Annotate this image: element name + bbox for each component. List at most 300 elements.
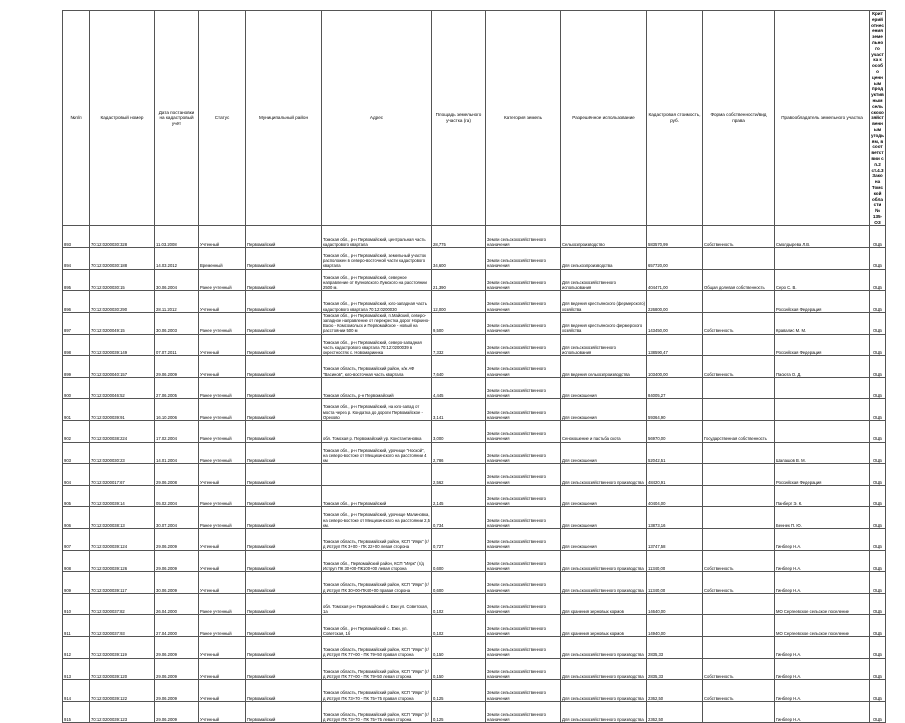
col-address-cell: Томская обл., р-н Первомайский, п.Майский, северо-западное направление от перекрестка дорог Норкино-Васю - Комсомольск и Первомайское - новый на расстоянии 500 м	[323, 312, 430, 334]
col-criterion-cell: ОЦБ	[870, 507, 886, 529]
col-land-category-cell: Земли сельскохозяйственного назначения	[486, 615, 561, 637]
col-district-cell: Первомайский	[246, 636, 322, 658]
col-area-cell: 0,150	[432, 636, 486, 658]
col-owner-cell: МО Сергеевское сельское поселение	[775, 615, 870, 637]
col-cadastral-number-cell: 70:12:0200030:290	[90, 291, 155, 313]
col-cadastral-value-cell: 138590,47	[647, 334, 703, 356]
table-row	[63, 226, 886, 248]
col-ownership-form-cell: Собственность	[703, 356, 775, 378]
table-row	[63, 291, 886, 313]
col-owner-cell: Панберг Э. К.	[775, 485, 870, 507]
col-district-cell: Первомайский	[246, 312, 322, 334]
col-land-category-cell: Земли сельскохозяйственного назначения	[486, 680, 561, 702]
col-land-category-cell: Земли сельскохозяйственного назначения	[486, 572, 561, 594]
table-row	[63, 485, 886, 507]
table-row	[63, 269, 886, 291]
col-land-category-cell: Земли сельскохозяйственного назначения	[486, 399, 561, 421]
col-cadastral-value-cell: 14940,00	[647, 615, 703, 637]
col-status-cell: Ранее учтенный	[199, 507, 246, 529]
col-land-category-cell: Земли сельскохозяйственного назначения	[486, 291, 561, 313]
header-col-address: Адрес	[322, 11, 432, 226]
col-area-cell: 9,500	[432, 312, 486, 334]
col-land-category-cell: Земли сельскохозяйственного назначения	[486, 529, 561, 551]
col-cadastral-number-cell: 70:12:0200030:188	[90, 248, 155, 270]
col-owner-cell: Российская Федерация	[775, 291, 870, 313]
col-ownership-form-cell: Собственность	[703, 658, 775, 680]
col-district-cell: Первомайский	[246, 550, 322, 572]
col-registration-date-cell: 29.06.2009	[155, 658, 199, 680]
col-cadastral-value-cell: 52042,51	[647, 442, 703, 464]
col-land-category-cell: Земли сельскохозяйственного назначения	[486, 377, 561, 399]
col-district-cell: Первомайский	[246, 226, 322, 248]
col-cadastral-value-cell: 11340,00	[647, 572, 703, 594]
header-col-status: Статус	[199, 11, 246, 226]
col-land-category-cell: Земли сельскохозяйственного назначения	[486, 269, 561, 291]
col-address-cell: Томская обл., р-н Первомайский, урочище "Ноской", на северо-востоке от Мещихинского на расстоянии 4 км	[322, 442, 432, 464]
col-permitted-use-cell: Для сенокошения	[561, 399, 647, 421]
col-status-cell: Ранее учтенный	[199, 377, 246, 399]
col-number-cell: 897	[63, 312, 90, 334]
col-owner-cell: Смолдырева Л.В.	[775, 226, 870, 248]
col-registration-date-cell: 14.01.2004	[155, 442, 199, 464]
col-criterion-cell: ОЦБ	[870, 464, 886, 486]
col-number-cell: 896	[63, 291, 90, 313]
col-cadastral-number-cell: 70:12:0200049:15	[90, 312, 155, 334]
col-owner-cell: Гинблер Н.А.	[775, 658, 870, 680]
col-ownership-form-cell	[703, 529, 775, 551]
col-status-cell: Ранее учтенный	[199, 421, 246, 443]
col-ownership-form-cell	[703, 464, 775, 486]
header-col-area: Площадь земельного участка (га)	[432, 11, 486, 226]
col-registration-date-cell: 29.06.2009	[155, 529, 199, 551]
col-cadastral-value-cell: 103400,00	[647, 356, 703, 378]
table-header-row	[63, 11, 886, 226]
col-criterion-cell: ОЦБ	[870, 442, 886, 464]
col-criterion-cell: ОЦБ	[870, 377, 886, 399]
col-district-cell: Первомайский	[246, 529, 322, 551]
table-row	[63, 572, 886, 594]
col-ownership-form-cell: Собственность	[703, 312, 775, 334]
col-area-cell: 2,786	[432, 442, 486, 464]
col-area-cell: 0,102	[432, 593, 486, 615]
col-area-cell: 0,125	[432, 701, 486, 723]
col-ownership-form-cell	[703, 442, 775, 464]
col-ownership-form-cell	[703, 334, 775, 356]
col-number-cell: 907	[63, 529, 90, 551]
col-address-cell: Томская обл., р-н Первомайский, северо-западная часть кадастрового квартала 70:12:0200039 в окрестностях с. Новомариинка	[322, 334, 432, 356]
col-cadastral-number-cell: 70:12:0200039:149	[90, 334, 155, 356]
col-land-category-cell: Земли сельскохозяйственного назначения	[486, 636, 561, 658]
table-row	[63, 312, 886, 334]
col-land-category-cell: Земли сельскохозяйственного назначения	[486, 312, 561, 334]
col-owner-cell: Гинблер Н.А.	[775, 701, 870, 723]
col-criterion-cell: ОЦБ	[870, 529, 886, 551]
col-land-category-cell: Земли сельскохозяйственного назначения	[486, 507, 561, 529]
col-criterion-cell: ОЦБ	[870, 572, 886, 594]
col-status-cell: Ранее учтенный	[199, 399, 246, 421]
col-address-cell: обл. Томская р-н Первомайский с. Ежи ул. Советская, 1а	[322, 593, 432, 615]
col-area-cell: 21,390	[432, 269, 486, 291]
col-number-cell: 895	[63, 269, 90, 291]
col-land-category-cell: Земли сельскохозяйственного назначения	[486, 550, 561, 572]
col-district-cell: Первомайский	[246, 572, 322, 594]
col-cadastral-value-cell: 2362,50	[647, 680, 703, 702]
col-district-cell: Первомайский	[246, 269, 322, 291]
col-ownership-form-cell: Собственность	[703, 680, 775, 702]
col-address-cell: Томская обл., р-н Первомайский, урочище Малиновка, на северо-востоке от Мещихинского на расстоянии 2,5 км.	[322, 507, 432, 529]
col-registration-date-cell: 07.07.2011	[155, 334, 199, 356]
col-district-cell: Первомайский	[246, 399, 322, 421]
col-owner-cell: Гинблер Н.А.	[775, 550, 870, 572]
header-col-district: Муниципальный район	[246, 11, 322, 226]
col-number-cell: 909	[63, 572, 90, 594]
col-permitted-use-cell: Для сенокошения	[561, 442, 647, 464]
col-area-cell: 0,125	[432, 680, 486, 702]
table-body	[63, 226, 886, 723]
col-owner-cell: Кравалис М. М.	[775, 312, 870, 334]
table-row	[63, 615, 886, 637]
col-ownership-form-cell	[703, 377, 775, 399]
col-land-category-cell: Земли сельскохозяйственного назначения	[486, 248, 561, 270]
col-cadastral-value-cell: 48420,91	[647, 464, 703, 486]
col-owner-cell: Беннек П. Ю.	[775, 507, 870, 529]
col-area-cell: 7,332	[432, 334, 486, 356]
col-area-cell: 2,145	[432, 485, 486, 507]
col-ownership-form-cell	[703, 615, 775, 637]
col-status-cell: Учтенный	[199, 680, 246, 702]
header-col-owner: Правообладатель земельного участка	[775, 11, 870, 226]
col-area-cell: 0,600	[432, 550, 486, 572]
col-ownership-form-cell	[703, 507, 775, 529]
col-permitted-use-cell: Для сельскохозяйственного производства	[561, 636, 647, 658]
col-permitted-use-cell: Сенокошение и пастьба скота	[561, 421, 647, 443]
table-row	[63, 377, 886, 399]
col-ownership-form-cell	[703, 399, 775, 421]
col-registration-date-cell: 28.11.2012	[155, 291, 199, 313]
col-registration-date-cell: 29.06.2009	[155, 550, 199, 572]
col-status-cell: Учтенный	[199, 291, 246, 313]
col-criterion-cell: ОЦБ	[870, 312, 886, 334]
col-ownership-form-cell: Государственная собственность	[703, 421, 775, 443]
table-row	[63, 464, 886, 486]
col-criterion-cell: ОЦБ	[870, 701, 886, 723]
col-cadastral-number-cell: 70:12:0200039:91	[90, 399, 155, 421]
col-registration-date-cell: 05.02.2004	[155, 485, 199, 507]
col-status-cell: Ранее учтенный	[199, 615, 246, 637]
col-address-cell: Томская обл., р-н Первомайский, земельный участок расположен в северо-восточной части кадастрового квартала	[322, 248, 432, 270]
col-registration-date-cell: 29.06.2008	[155, 464, 199, 486]
col-ownership-form-cell: Собственность	[703, 226, 775, 248]
col-ownership-form-cell	[703, 701, 775, 723]
col-area-cell: 0,734	[432, 507, 486, 529]
table-row	[63, 593, 886, 615]
col-cadastral-number-cell: 70:12:0200037:93	[90, 615, 155, 637]
table-row	[63, 356, 886, 378]
col-district-cell: Первомайский	[246, 356, 322, 378]
col-cadastral-number-cell: 70:12:0200039:120	[90, 658, 155, 680]
col-number-cell: 904	[63, 464, 90, 486]
col-area-cell: 34,600	[432, 248, 486, 270]
col-registration-date-cell: 26.04.2000	[155, 593, 199, 615]
header-col-ownership-form: Форма собственности/вид права	[703, 11, 775, 226]
col-address-cell: Томская область, р-н Первомайский	[322, 377, 432, 399]
col-address-cell: Томская область, Первомайский район, КСП "Иярк" (г/д Иструп ПК 77+00 - ПК 79+50 правая сторона	[322, 636, 432, 658]
col-permitted-use-cell: Для ведения крестьянского (фермерского) хозяйства	[561, 291, 647, 313]
col-ownership-form-cell	[703, 485, 775, 507]
col-ownership-form-cell: Собственность	[703, 550, 775, 572]
header-col-criterion: Критерий отнесения земельного участка к особо ценным продуктивным сельскохозяйственным угодьям, в соответствии с п.2 ст.4.3 Закона Томской области № 135-ОЗ	[871, 11, 884, 225]
col-cadastral-value-cell: 2835,33	[647, 636, 703, 658]
col-registration-date-cell: 17.02.2004	[155, 421, 199, 443]
col-number-cell: 913	[63, 658, 90, 680]
col-owner-cell: Российская Федерация	[775, 334, 870, 356]
col-cadastral-number-cell: 70:12:0200037:82	[90, 593, 155, 615]
col-status-cell: Ранее учтенный	[199, 485, 246, 507]
col-criterion-cell: ОЦБ	[870, 421, 886, 443]
col-number-cell: 903	[63, 442, 90, 464]
col-number-cell: 894	[63, 248, 90, 270]
col-cadastral-value-cell: 404471,00	[647, 269, 703, 291]
table-row	[63, 421, 886, 443]
col-status-cell: Учтенный	[199, 464, 246, 486]
col-number-cell: 911	[63, 615, 90, 637]
col-criterion-cell: ОЦБ	[870, 550, 886, 572]
col-cadastral-value-cell: 56970,00	[647, 421, 703, 443]
col-address-cell: Томская обл., р-н Первомайский, северное направление от Куяновского Лумского на расстоянии 2500 м.	[322, 269, 432, 291]
col-number-cell: 910	[63, 593, 90, 615]
col-cadastral-number-cell: 70:12:0200039:117	[90, 572, 155, 594]
col-owner-cell: МО Сергеевское сельское поселение	[775, 593, 870, 615]
col-area-cell: 0,102	[432, 615, 486, 637]
col-owner-cell	[775, 377, 870, 399]
header-col-cadastral-number: Кадастровый номер	[90, 11, 155, 226]
col-criterion-cell: ОЦБ	[870, 356, 886, 378]
col-cadastral-number-cell: 70:12:0200030:23	[90, 442, 155, 464]
col-land-category-cell: Земли сельскохозяйственного назначения	[486, 464, 561, 486]
col-status-cell: Ранее учтенный	[199, 442, 246, 464]
col-criterion-cell: ОЦБ	[870, 680, 886, 702]
col-number-cell: 912	[63, 636, 90, 658]
header-col-land-category: Категория земель	[486, 11, 561, 226]
header-col-cadastral-value: Кадастровая стоимость, руб.	[647, 11, 703, 226]
col-status-cell: Ранее учтенный	[199, 269, 246, 291]
table-row	[63, 658, 886, 680]
col-address-cell: Томская обл., Первомайский район, КСП "Иярк" (г/д Иструп ПК 30+00-ПК100+00 левая сторона	[322, 550, 432, 572]
table-row	[63, 680, 886, 702]
col-land-category-cell: Земли сельскохозяйственного назначения	[486, 658, 561, 680]
col-cadastral-value-cell: 11340,00	[647, 550, 703, 572]
col-registration-date-cell: 30.06.2003	[155, 312, 199, 334]
header-col-registration-date: Дата постановки на кадастровый учёт	[155, 11, 199, 226]
col-status-cell: Учтенный	[199, 529, 246, 551]
col-status-cell: Учтенный	[199, 550, 246, 572]
col-status-cell: Учтенный	[199, 701, 246, 723]
col-number-cell: 899	[63, 356, 90, 378]
col-permitted-use-cell: Для сельскохозяйственного производства	[561, 464, 647, 486]
col-district-cell: Первомайский	[246, 421, 322, 443]
col-cadastral-value-cell: 583570,99	[647, 226, 703, 248]
col-land-category-cell: Земли сельскохозяйственного назначения	[486, 593, 561, 615]
col-cadastral-value-cell: 14640,00	[647, 593, 703, 615]
col-permitted-use-cell: Для сельхозпроизводства	[561, 248, 647, 270]
col-permitted-use-cell: Для хранения зерновых кормов	[561, 615, 647, 637]
col-cadastral-number-cell: 70:12:0200039:126	[90, 550, 155, 572]
col-registration-date-cell: 29.06.2009	[155, 701, 199, 723]
col-criterion-cell: ОЦБ	[870, 269, 886, 291]
col-criterion-cell: ОЦБ	[870, 615, 886, 637]
table-row	[63, 507, 886, 529]
col-cadastral-value-cell: 2835,33	[647, 658, 703, 680]
table-row	[63, 442, 886, 464]
col-district-cell: Первомайский	[246, 377, 322, 399]
col-permitted-use-cell: Для ведения крестьянского фермерского хозяйства	[561, 312, 647, 334]
col-district-cell: Первомайский	[246, 615, 322, 637]
col-status-cell: Учтенный	[199, 658, 246, 680]
col-district-cell: Первомайский	[246, 658, 322, 680]
col-address-cell: Томская обл., р-н Первомайский с. Ежи, ул. Советская, 1б	[322, 615, 432, 637]
col-area-cell: 0,727	[432, 529, 486, 551]
col-permitted-use-cell: Сельхозпроизводство	[561, 226, 647, 248]
col-criterion-cell: ОЦБ	[870, 291, 886, 313]
col-district-cell: Первомайский	[246, 334, 322, 356]
col-cadastral-number-cell: 70:12:0200040:157	[90, 356, 155, 378]
col-number-cell: 914	[63, 680, 90, 702]
col-permitted-use-cell: Для сенокошения	[561, 377, 647, 399]
col-owner-cell	[775, 399, 870, 421]
col-criterion-cell: ОЦБ	[870, 593, 886, 615]
col-status-cell: Учтенный	[199, 226, 246, 248]
col-number-cell: 908	[63, 550, 90, 572]
col-status-cell: Учтенный	[199, 356, 246, 378]
col-address-cell: Томская обл., р-н Первомайский	[322, 485, 432, 507]
col-cadastral-number-cell: 70:12:0200038:224	[90, 421, 155, 443]
col-permitted-use-cell: Для сельскохозяйственного производства	[561, 572, 647, 594]
col-address-cell: Томская область, Первомайский район, КСП "Иярк" (г/д Иструп ПК 3+00 - ПК 22+00 левая сторона	[322, 529, 432, 551]
col-cadastral-value-cell: 2362,50	[647, 701, 703, 723]
col-cadastral-value-cell: 143450,00	[647, 312, 703, 334]
table-row	[63, 529, 886, 551]
col-cadastral-number-cell: 70:12:0200030:15	[90, 269, 155, 291]
col-registration-date-cell: 11.03.2008	[155, 226, 199, 248]
col-criterion-cell: ОЦБ	[870, 334, 886, 356]
col-district-cell: Первомайский	[246, 507, 322, 529]
col-area-cell: 3,141	[432, 399, 486, 421]
col-owner-cell: Гинблер Н.А.	[775, 572, 870, 594]
col-cadastral-value-cell: 657720,00	[647, 248, 703, 270]
col-land-category-cell: Земли сельскохозяйственного назначения	[486, 226, 561, 248]
col-criterion-cell: ОЦБ	[870, 399, 886, 421]
col-address-cell	[322, 464, 432, 486]
col-cadastral-number-cell: 70:12:0200039:124	[90, 529, 155, 551]
col-cadastral-number-cell: 70:12:0200046:52	[90, 377, 155, 399]
table-row	[63, 248, 886, 270]
col-criterion-cell: ОЦБ	[870, 485, 886, 507]
col-registration-date-cell: 14.03.2012	[155, 248, 199, 270]
col-number-cell: 901	[63, 399, 90, 421]
col-permitted-use-cell: Для сенокошения	[561, 529, 647, 551]
col-cadastral-value-cell: 40404,00	[647, 485, 703, 507]
col-permitted-use-cell: Для сенокошения	[561, 507, 647, 529]
col-criterion-cell: ОЦБ	[870, 248, 886, 270]
col-address-cell: обл. Томская р. Первомайский ур. Константиновка	[322, 421, 432, 443]
col-cadastral-number-cell: 70:12:0200017:67	[90, 464, 155, 486]
col-address-cell: Томская область, Первомайский район, КСП "Иярк" (г/д Иструп ПК 73+70 - ПК 75+75 левая сторона	[322, 701, 432, 723]
col-registration-date-cell: 29.06.2009	[155, 356, 199, 378]
col-owner-cell	[775, 248, 870, 270]
col-district-cell: Первомайский	[246, 593, 322, 615]
col-cadastral-number-cell: 70:12:0200038:13	[90, 507, 155, 529]
col-land-category-cell: Земли сельскохозяйственного назначения	[486, 356, 561, 378]
table-row	[63, 701, 886, 723]
col-owner-cell: Гинблер Н.А.	[775, 636, 870, 658]
col-cadastral-number-cell: 70:12:0200030:328	[90, 226, 155, 248]
col-permitted-use-cell: Для сельскохозяйственного использования	[561, 334, 647, 356]
col-status-cell: Ранее учтенный	[199, 593, 246, 615]
col-area-cell: 28,775	[432, 226, 486, 248]
col-ownership-form-cell: Общая долевая собственность	[703, 269, 775, 291]
header-col-number: №п/п	[63, 11, 90, 226]
col-area-cell: 7,640	[432, 356, 486, 378]
table-row	[63, 399, 886, 421]
col-cadastral-value-cell: 13747,58	[647, 529, 703, 551]
col-cadastral-value-cell: 84005,27	[647, 377, 703, 399]
col-ownership-form-cell	[703, 248, 775, 270]
col-cadastral-value-cell: 226800,00	[647, 291, 703, 313]
col-owner-cell: Российская Федерация	[775, 464, 870, 486]
col-area-cell: 0,600	[432, 572, 486, 594]
col-land-category-cell: Земли сельскохозяйственного назначения	[486, 485, 561, 507]
col-criterion-cell: ОЦБ	[870, 226, 886, 248]
col-area-cell: 2,562	[432, 464, 486, 486]
col-ownership-form-cell: Собственность	[703, 572, 775, 594]
col-permitted-use-cell: Для сельскохозяйственного производства	[561, 701, 647, 723]
col-status-cell: Учтенный	[199, 636, 246, 658]
col-district-cell: Первомайский	[246, 464, 322, 486]
col-owner-cell: Серо С. В.	[775, 269, 870, 291]
col-address-cell: Томская область, Первомайский район, КСП "Иярк" (г/д Иструп ПК 30+00-ПК40+00 правая сторона	[322, 572, 432, 594]
col-permitted-use-cell: Для сельскохозяйственного производства	[561, 658, 647, 680]
col-number-cell: 898	[63, 334, 90, 356]
col-district-cell: Первомайский	[246, 442, 322, 464]
col-district-cell: Первомайский	[246, 680, 322, 702]
col-registration-date-cell: 30.07.2004	[155, 507, 199, 529]
col-address-cell: Томская обл., р-н Первомайский, центральная часть кадастрового квартала	[322, 226, 432, 248]
land-registry-table	[62, 10, 886, 723]
col-address-cell: Томская обл., р-н Первомайский, юго-западная часть кадастрового квартала 70:12:0200030	[322, 291, 432, 313]
col-address-cell: Томская область, Первомайский район, КСП "Иярк" (г/д Иструп ПК 77+00 - ПК 79+50 левая сторона	[322, 658, 432, 680]
col-area-cell: 12,000	[432, 291, 486, 313]
col-land-category-cell: Земли сельскохозяйственного назначения	[486, 442, 561, 464]
col-permitted-use-cell: Для сельскохозяйственного использования	[561, 269, 647, 291]
col-district-cell: Первомайский	[246, 291, 322, 313]
col-registration-date-cell: 30.06.2009	[155, 572, 199, 594]
col-owner-cell: Шалашов В. М.	[775, 442, 870, 464]
col-status-cell: Учтенный	[199, 334, 246, 356]
col-registration-date-cell: 27.04.2000	[155, 615, 199, 637]
col-cadastral-value-cell: 13873,16	[647, 507, 703, 529]
col-owner-cell: Гинблер Н.А.	[775, 529, 870, 551]
col-permitted-use-cell: Для ведения сельхозпроизводства	[561, 356, 647, 378]
col-cadastral-number-cell: 70:12:0200039:122	[90, 680, 155, 702]
col-registration-date-cell: 29.06.2009	[155, 680, 199, 702]
col-address-cell: Томская область, Первомайский район, КСП "Иярк" (г/д Иструп ПК 73+70 - ПК 75+75 правая сторона	[322, 680, 432, 702]
col-registration-date-cell: 16.10.2006	[155, 399, 199, 421]
table-row	[63, 334, 886, 356]
col-registration-date-cell: 30.06.2004	[155, 269, 199, 291]
col-address-cell: Томская обл., р-н Первомайский, на юго-запад от моста через р. Кондатка до дороги Первомайское - Орехово	[322, 399, 432, 421]
col-cadastral-value-cell: 59364,90	[647, 399, 703, 421]
col-owner-cell: Гинблер Н.А.	[775, 680, 870, 702]
